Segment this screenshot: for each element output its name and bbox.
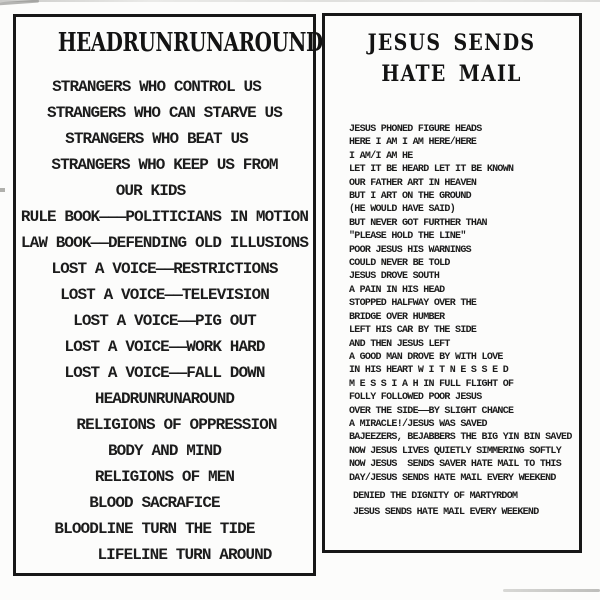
- lyric-line: LOST A VOICE——WORK HARD: [64, 338, 265, 356]
- lyric-line: BLOODLINE TURN THE TIDE: [54, 520, 255, 538]
- lyric-line: IN HIS HEART W I T N E S S E D: [349, 365, 509, 377]
- lyric-line: A PAIN IN HIS HEAD: [349, 284, 445, 296]
- lyric-line: LIFELINE TURN AROUND: [97, 546, 272, 564]
- lyric-line: FOLLY FOLLOWED POOR JESUS: [349, 392, 482, 404]
- lyric-line: NOW JESUS LIVES QUIETLY SIMMERING SOFTLY: [349, 445, 562, 457]
- lyric-line: HEADRUNRUNAROUND: [94, 390, 235, 408]
- lyric-line: BUT I ART ON THE GROUND: [349, 191, 471, 203]
- scan-artifact-bottom-line: [503, 589, 600, 592]
- left-panel-lyrics: [16, 74, 313, 568]
- lyric-line: RELIGIONS OF MEN: [94, 468, 235, 486]
- lyric-line: BAJEEZERS, BEJABBERS THE BIG YIN BIN SAVED: [349, 432, 572, 444]
- lyric-line: LOST A VOICE——RESTRICTIONS: [51, 260, 278, 278]
- left-panel-title-text: HEADRUNRUNAROUND: [57, 28, 323, 58]
- lyric-line: OUR KIDS: [115, 182, 186, 200]
- lyric-line: LOST A VOICE——TELEVISION: [60, 286, 269, 304]
- lyric-line: LOST A VOICE——PIG OUT: [73, 312, 256, 330]
- headrunrunaround-panel: [13, 14, 323, 576]
- lyric-line: AND THEN JESUS LEFT: [349, 338, 450, 350]
- lyric-line: LAW BOOK——DEFENDING OLD ILLUSIONS: [20, 234, 309, 252]
- scan-artifact-top-line: [0, 0, 600, 2]
- lyric-line: BLOOD SACRAFICE: [89, 494, 220, 512]
- lyric-line: LET IT BE HEARD LET IT BE KNOWN: [349, 164, 514, 176]
- lyric-line: DAY/JESUS SENDS HATE MAIL EVERY WEEKEND: [349, 472, 556, 484]
- right-panel-title-line2: HATE MAIL: [381, 61, 523, 87]
- lyric-line: DENIED THE DIGNITY OF MARTYRDOM: [353, 490, 518, 502]
- scan-artifact-corner-streak: [0, 0, 39, 5]
- lyric-line: BUT NEVER GOT FURTHER THAN: [349, 217, 487, 229]
- lyric-line: BRIDGE OVER HUMBER: [349, 311, 445, 323]
- right-panel-title-line1: JESUS SENDS: [368, 30, 536, 56]
- lyric-line: M E S S I A H IN FULL FLIGHT OF: [349, 378, 514, 390]
- lyric-line: A GOOD MAN DROVE BY WITH LOVE: [349, 351, 503, 363]
- left-panel-title: [16, 28, 323, 58]
- right-panel-lyrics: [349, 123, 579, 485]
- lyric-line: HERE I AM I AM HERE/HERE: [349, 137, 477, 149]
- lyric-line: STRANGERS WHO CAN STARVE US: [47, 104, 282, 122]
- lyric-line: RELIGIONS OF OPPRESSION: [76, 416, 277, 434]
- lyric-line: LOST A VOICE——FALL DOWN: [64, 364, 265, 382]
- lyric-line: STRANGERS WHO CONTROL US: [52, 78, 261, 96]
- jesus-sends-hate-mail-panel: [322, 13, 582, 553]
- lyric-line: I AM/I AM HE: [349, 150, 413, 162]
- lyric-line: STOPPED HALFWAY OVER THE: [349, 298, 477, 310]
- lyric-line: OVER THE SIDE——BY SLIGHT CHANCE: [349, 405, 514, 417]
- lyric-line: STRANGERS WHO BEAT US: [65, 130, 248, 148]
- right-panel-outro: [353, 489, 579, 520]
- lyric-line: A MIRACLE!/JESUS WAS SAVED: [349, 418, 487, 430]
- lyric-line: JESUS PHONED FIGURE HEADS: [349, 124, 482, 135]
- right-panel-title: [325, 28, 579, 90]
- lyric-line: JESUS SENDS HATE MAIL EVERY WEEKEND: [353, 506, 539, 518]
- lyric-line: POOR JESUS HIS WARNINGS: [349, 244, 471, 256]
- lyric-line: BODY AND MIND: [107, 442, 222, 460]
- lyric-line: STRANGERS WHO KEEP US FROM: [51, 156, 278, 174]
- lyric-line: OUR FATHER ART IN HEAVEN: [349, 177, 477, 189]
- lyric-line: (HE WOULD HAVE SAID): [349, 204, 456, 216]
- lyric-line: NOW JESUS SENDS SAVER HATE MAIL TO THIS: [349, 459, 562, 471]
- lyric-line: "PLEASE HOLD THE LINE": [349, 231, 466, 243]
- lyric-line: COULD NEVER BE TOLD: [349, 258, 450, 270]
- lyric-line: RULE BOOK———POLITICIANS IN MOTION: [20, 208, 309, 226]
- lyric-line: JESUS DROVE SOUTH: [349, 271, 440, 283]
- lyric-line: LEFT HIS CAR BY THE SIDE: [349, 325, 477, 337]
